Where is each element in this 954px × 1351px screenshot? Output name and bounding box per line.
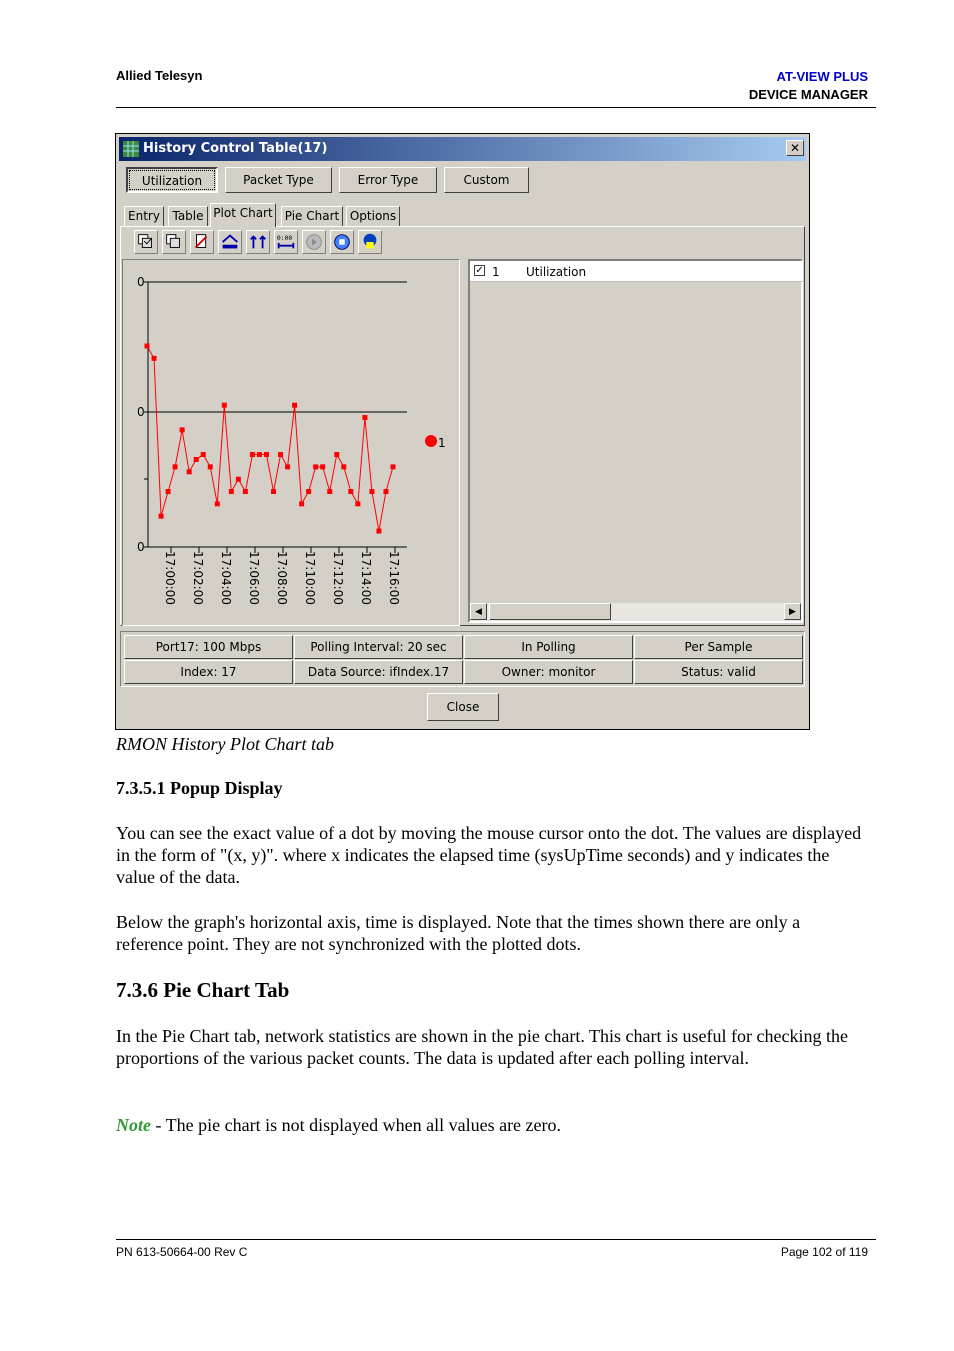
window-titlebar	[119, 137, 806, 161]
status-port: Port17: 100 Mbps	[124, 635, 293, 659]
data-point	[166, 489, 171, 494]
history-control-window	[115, 133, 810, 730]
tab-options[interactable]: Options	[346, 206, 400, 226]
data-point	[391, 464, 396, 469]
scroll-right-icon[interactable]: ▶	[784, 603, 801, 620]
tab-plot-chart[interactable]: Plot Chart	[210, 203, 276, 227]
y-tick-label: 0	[137, 540, 145, 554]
data-point	[250, 452, 255, 457]
tab-pie-chart[interactable]: Pie Chart	[281, 206, 343, 226]
data-point	[201, 452, 206, 457]
x-tick-label: 17:08:00	[275, 551, 289, 605]
lock-icon[interactable]	[358, 230, 382, 254]
status-polling-interval: Polling Interval: 20 sec	[294, 635, 463, 659]
note-label: Note	[116, 1115, 151, 1135]
data-point	[341, 464, 346, 469]
data-point	[292, 403, 297, 408]
data-point	[187, 469, 192, 474]
tab-entry[interactable]: Entry	[124, 206, 164, 226]
data-point	[278, 452, 283, 457]
note-paragraph	[116, 1114, 866, 1136]
legend-label: 1	[438, 436, 446, 450]
data-point	[194, 457, 199, 462]
copy-all-icon[interactable]	[162, 230, 186, 254]
x-tick-label: 17:06:00	[247, 551, 261, 605]
series-checkbox[interactable]: ✓	[475, 265, 484, 276]
window-title: History Control Table(17)	[143, 141, 328, 156]
data-point	[215, 501, 220, 506]
header-product	[749, 68, 868, 104]
series-id: 1	[492, 265, 500, 279]
section-name: DEVICE MANAGER	[748, 87, 868, 102]
data-point	[236, 477, 241, 482]
pie-chart-paragraph: In the Pie Chart tab, network statistics are shown in the pie chart. This chart is useful for checking the proportions of the various packet counts. The data is updated after each polling interval.	[116, 1026, 848, 1068]
status-panel	[120, 631, 805, 687]
svg-text:0:00: 0:00	[276, 234, 293, 243]
data-point	[348, 489, 353, 494]
plot-area	[122, 259, 460, 626]
data-point	[152, 356, 157, 361]
y-tick-label: 0	[137, 405, 145, 419]
data-point	[208, 464, 213, 469]
product-name: AT-VIEW PLUS	[776, 69, 868, 84]
data-point	[222, 403, 227, 408]
x-tick-label: 17:00:00	[163, 551, 177, 605]
list-item[interactable]	[470, 262, 803, 282]
data-point	[369, 489, 374, 494]
figure-caption: RMON History Plot Chart tab	[116, 734, 335, 754]
stop-icon[interactable]	[330, 230, 354, 254]
play-icon[interactable]	[302, 230, 326, 254]
data-point	[145, 344, 150, 349]
series-list	[468, 259, 803, 623]
data-point	[229, 489, 234, 494]
popup-display-heading: 7.3.5.1 Popup Display	[116, 778, 283, 798]
utilization-button[interactable]: Utilization	[126, 167, 218, 193]
popup-paragraph-1: You can see the exact value of a dot by moving the mouse cursor onto the dot. The values are displayed in the form of "(x, y)". where x indicates the elapsed time (sysUpTime seconds) and y indicates the value of the data.	[116, 823, 862, 887]
header-rule	[116, 107, 876, 108]
scale-up-icon[interactable]	[218, 230, 242, 254]
custom-button[interactable]: Custom	[444, 167, 529, 193]
status-data-source: Data Source: ifIndex.17	[294, 660, 463, 684]
data-point	[173, 464, 178, 469]
x-tick-label: 17:16:00	[387, 551, 401, 605]
data-point	[159, 514, 164, 519]
status-valid: Status: valid	[634, 660, 803, 684]
x-tick-label: 17:10:00	[303, 551, 317, 605]
data-point	[334, 452, 339, 457]
data-point	[271, 489, 276, 494]
x-tick-label: 17:12:00	[331, 551, 345, 605]
data-point	[243, 489, 248, 494]
data-point	[320, 464, 325, 469]
tab-table[interactable]: Table	[168, 206, 208, 226]
close-button[interactable]: Close	[427, 693, 499, 721]
copy-icon[interactable]	[134, 230, 158, 254]
x-tick-label: 17:04:00	[219, 551, 233, 605]
data-point	[376, 529, 381, 534]
x-tick-label: 17:02:00	[191, 551, 205, 605]
popup-paragraph-2: Below the graph's horizontal axis, time is displayed. Note that the times shown there are only a reference point. They are not synchronized with the plotted dots.	[116, 912, 801, 954]
status-owner: Owner: monitor	[464, 660, 633, 684]
data-point	[299, 501, 304, 506]
scrollbar-thumb[interactable]	[489, 603, 611, 620]
footer-rule	[116, 1239, 876, 1240]
data-point	[313, 464, 318, 469]
data-point	[264, 452, 269, 457]
header-company: Allied Telesyn	[116, 68, 203, 83]
scale-all-icon[interactable]	[246, 230, 270, 254]
time-icon[interactable]	[274, 230, 298, 254]
x-tick-label: 17:14:00	[359, 551, 373, 605]
packet-type-button[interactable]: Packet Type	[225, 167, 332, 193]
scroll-left-icon[interactable]: ◀	[470, 603, 487, 620]
data-point	[355, 501, 360, 506]
error-type-button[interactable]: Error Type	[339, 167, 437, 193]
status-polling: In Polling	[464, 635, 633, 659]
y-tick-label: 0	[137, 275, 145, 289]
table-grid-icon	[123, 141, 139, 157]
series-name: Utilization	[526, 265, 587, 279]
legend-marker	[425, 435, 437, 447]
data-point	[306, 489, 311, 494]
status-sample-mode: Per Sample	[634, 635, 803, 659]
line-chart	[123, 260, 459, 625]
data-point	[327, 489, 332, 494]
data-point	[362, 415, 367, 420]
footer-page-number: Page 102 of 119	[780, 1245, 868, 1259]
note-text: - The pie chart is not displayed when all values are zero.	[151, 1115, 562, 1135]
data-point	[285, 464, 290, 469]
data-point	[180, 427, 185, 432]
horizontal-scrollbar[interactable]	[470, 603, 801, 621]
data-point	[257, 452, 262, 457]
pie-chart-tab-heading: 7.3.6 Pie Chart Tab	[116, 978, 290, 1002]
clear-icon[interactable]	[190, 230, 214, 254]
list-empty-area	[470, 282, 801, 603]
status-index: Index: 17	[124, 660, 293, 684]
window-close-icon[interactable]: ✕	[786, 140, 804, 156]
data-point	[383, 489, 388, 494]
footer-part-number: PN 613-50664-00 Rev C	[116, 1245, 248, 1259]
